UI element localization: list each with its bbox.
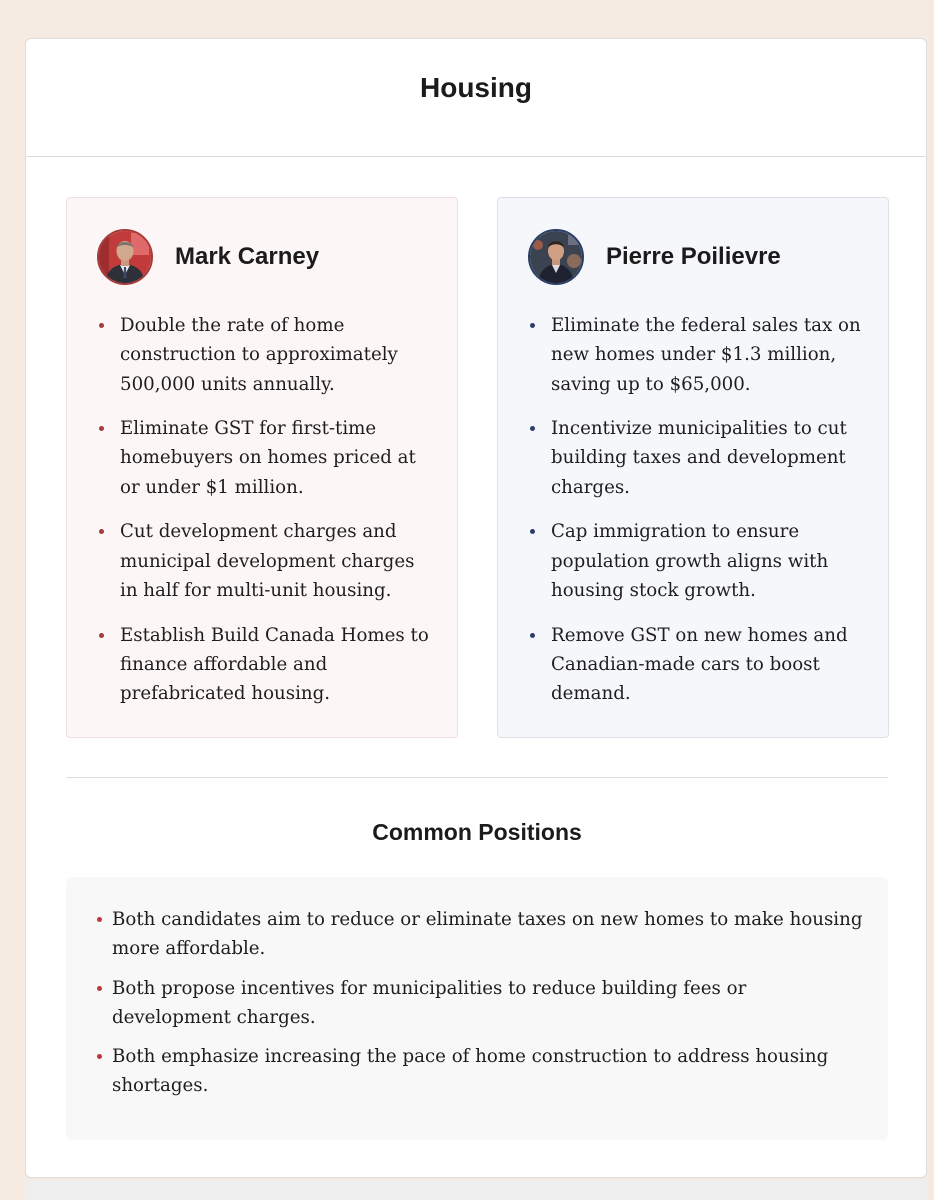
candidate-card-carney [66,197,458,738]
candidate-card-poilievre [497,197,889,738]
list-item: Both propose incentives for municipalities to reduce building fees or development charges. [97,974,867,1033]
list-item: Both emphasize increasing the pace of home construction to address housing shortages. [97,1042,867,1101]
candidate-name-poilievre: Pierre Poilievre [606,243,781,270]
carney-positions [97,311,437,724]
candidate-header-carney [97,227,319,287]
list-item: Cap immigration to ensure population growth aligns with housing stock growth. [528,517,868,605]
section-divider [66,777,888,778]
poilievre-positions [528,311,868,724]
avatar-carney [97,229,153,285]
candidate-comparison [66,197,888,738]
carney-photo-icon [99,231,151,283]
list-item: Remove GST on new homes and Canadian-made cars to boost demand. [528,621,868,709]
list-item: Double the rate of home construction to approximately 500,000 units annually. [97,311,437,399]
card-header [26,39,926,157]
list-item: Cut development charges and municipal development charges in half for multi-unit housing. [97,517,437,605]
housing-card [25,38,927,1178]
candidate-header-poilievre [528,227,781,287]
list-item: Establish Build Canada Homes to finance affordable and prefabricated housing. [97,621,437,709]
candidate-name-carney: Mark Carney [175,243,320,270]
list-item: Both candidates aim to reduce or eliminate taxes on new homes to make housing more affordable. [97,905,867,964]
list-item: Eliminate the federal sales tax on new homes under $1.3 million, saving up to $65,000. [528,311,868,399]
common-positions-box [66,877,888,1140]
poilievre-photo-icon [530,231,582,283]
common-positions-title: Common Positions [372,819,582,845]
list-item: Incentivize municipalities to cut building taxes and development charges. [528,414,868,502]
list-item: Eliminate GST for first-time homebuyers on homes priced at or under $1 million. [97,414,437,502]
common-positions-list [97,905,867,1111]
section-title: Housing [420,71,532,103]
next-card-edge [25,1180,927,1200]
avatar-poilievre [528,229,584,285]
